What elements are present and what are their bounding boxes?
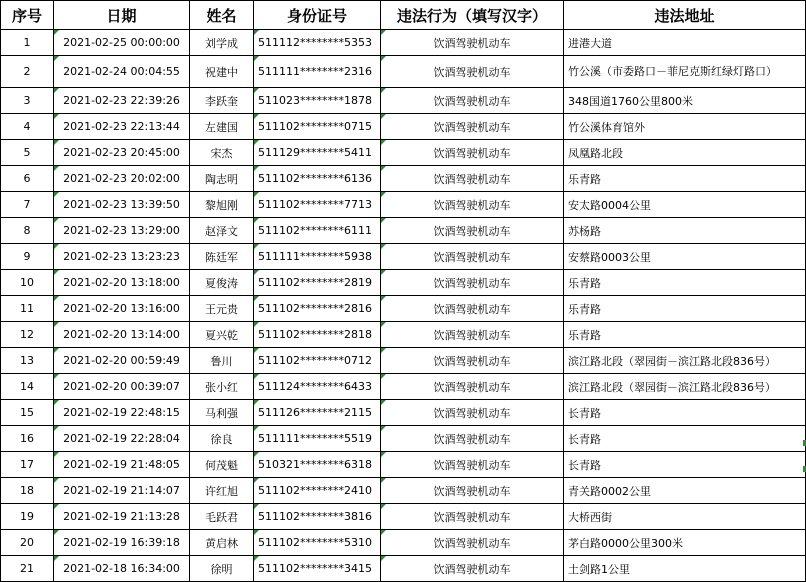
cell-loc[interactable]: 安太路0004公里: [564, 192, 806, 218]
header-row: [1, 1, 806, 30]
cell-date[interactable]: 2021-02-25 00:00:00: [54, 30, 190, 56]
table-row[interactable]: [1, 348, 806, 374]
header-id: 身份证号: [254, 1, 381, 30]
cell-name[interactable]: 何茂魁: [190, 452, 254, 478]
cell-seq[interactable]: 4: [1, 114, 54, 140]
cell-name[interactable]: 陶志明: [190, 166, 254, 192]
cell-loc[interactable]: 竹公溪体育馆外: [564, 114, 806, 140]
cell-date[interactable]: 2021-02-20 13:16:00: [54, 296, 190, 322]
cell-id[interactable]: 511102********2818: [254, 322, 381, 348]
cell-id[interactable]: 511126********2115: [254, 400, 381, 426]
cell-act[interactable]: 饮酒驾驶机动车: [381, 56, 564, 88]
cell-loc[interactable]: 滨江路北段（翠园街－滨江路北段836号）: [564, 374, 806, 400]
cell-loc[interactable]: 长青路: [564, 452, 806, 478]
cell-date[interactable]: 2021-02-23 13:23:23: [54, 244, 190, 270]
cell-id[interactable]: 511112********5353: [254, 30, 381, 56]
cell-seq[interactable]: 14: [1, 374, 54, 400]
cell-loc[interactable]: 大桥西街: [564, 504, 806, 530]
table-row[interactable]: [1, 140, 806, 166]
cell-date[interactable]: 2021-02-19 21:14:07: [54, 478, 190, 504]
cell-id[interactable]: 511102********6111: [254, 218, 381, 244]
cell-seq[interactable]: 3: [1, 88, 54, 114]
cell-act[interactable]: 饮酒驾驶机动车: [381, 374, 564, 400]
cell-seq[interactable]: 19: [1, 504, 54, 530]
table-row[interactable]: [1, 88, 806, 114]
cell-id[interactable]: 511102********5310: [254, 530, 381, 556]
cell-act[interactable]: 饮酒驾驶机动车: [381, 166, 564, 192]
cell-seq[interactable]: 12: [1, 322, 54, 348]
table-row[interactable]: [1, 114, 806, 140]
table-row[interactable]: [1, 296, 806, 322]
cell-act[interactable]: 饮酒驾驶机动车: [381, 426, 564, 452]
cell-seq[interactable]: 10: [1, 270, 54, 296]
cell-name[interactable]: 徐良: [190, 426, 254, 452]
cell-seq[interactable]: 11: [1, 296, 54, 322]
cell-name[interactable]: 刘学成: [190, 30, 254, 56]
cell-seq[interactable]: 8: [1, 218, 54, 244]
cell-loc[interactable]: 凤凰路北段: [564, 140, 806, 166]
table-row[interactable]: [1, 426, 806, 452]
cell-loc[interactable]: 进港大道: [564, 30, 806, 56]
cell-loc[interactable]: 苏杨路: [564, 218, 806, 244]
cell-date[interactable]: 2021-02-23 20:45:00: [54, 140, 190, 166]
cell-loc[interactable]: 长青路: [564, 426, 806, 452]
cell-name[interactable]: 左建国: [190, 114, 254, 140]
cell-act[interactable]: 饮酒驾驶机动车: [381, 270, 564, 296]
cell-seq[interactable]: 17: [1, 452, 54, 478]
header-loc: 违法地址: [564, 1, 806, 30]
cell-id[interactable]: 511124********6433: [254, 374, 381, 400]
cell-id[interactable]: 511102********2410: [254, 478, 381, 504]
cell-loc[interactable]: 348国道1760公里800米: [564, 88, 806, 114]
cell-name[interactable]: 宋杰: [190, 140, 254, 166]
cell-seq[interactable]: 21: [1, 556, 54, 582]
cell-date[interactable]: 2021-02-18 16:34:00: [54, 556, 190, 582]
cell-date[interactable]: 2021-02-20 00:59:49: [54, 348, 190, 374]
cell-date[interactable]: 2021-02-20 13:18:00: [54, 270, 190, 296]
cell-seq[interactable]: 15: [1, 400, 54, 426]
cell-date[interactable]: 2021-02-19 16:39:18: [54, 530, 190, 556]
cell-loc[interactable]: 滨江路北段（翠园街－滨江路北段836号）: [564, 348, 806, 374]
header-date: 日期: [54, 1, 190, 30]
cell-act[interactable]: 饮酒驾驶机动车: [381, 530, 564, 556]
header-seq: 序号: [1, 1, 54, 30]
cell-id[interactable]: 511111********5519: [254, 426, 381, 452]
cell-id[interactable]: 511129********5411: [254, 140, 381, 166]
cell-act[interactable]: 饮酒驾驶机动车: [381, 296, 564, 322]
cell-act[interactable]: 饮酒驾驶机动车: [381, 504, 564, 530]
cell-id[interactable]: 511023********1878: [254, 88, 381, 114]
cell-act[interactable]: 饮酒驾驶机动车: [381, 556, 564, 582]
cell-seq[interactable]: 16: [1, 426, 54, 452]
table-row[interactable]: [1, 400, 806, 426]
table-row[interactable]: [1, 530, 806, 556]
header-act: 违法行为（填写汉字）: [381, 1, 564, 30]
cell-name[interactable]: 黎旭刚: [190, 192, 254, 218]
cell-date[interactable]: 2021-02-23 20:02:00: [54, 166, 190, 192]
table-row[interactable]: [1, 374, 806, 400]
cell-loc[interactable]: 竹公溪（市委路口－菲尼克斯红绿灯路口）: [564, 56, 806, 88]
cell-id[interactable]: 511102********3816: [254, 504, 381, 530]
cell-act[interactable]: 饮酒驾驶机动车: [381, 452, 564, 478]
cell-name[interactable]: 黄启林: [190, 530, 254, 556]
cell-loc[interactable]: 乐青路: [564, 322, 806, 348]
cell-seq[interactable]: 2: [1, 56, 54, 88]
cell-act[interactable]: 饮酒驾驶机动车: [381, 478, 564, 504]
cell-act[interactable]: 饮酒驾驶机动车: [381, 322, 564, 348]
cell-name[interactable]: 马利强: [190, 400, 254, 426]
table-row[interactable]: [1, 218, 806, 244]
cell-loc[interactable]: 青关路0002公里: [564, 478, 806, 504]
cell-name[interactable]: 徐明: [190, 556, 254, 582]
cell-id[interactable]: 511102********6136: [254, 166, 381, 192]
cell-id[interactable]: 511111********5938: [254, 244, 381, 270]
cell-seq[interactable]: 13: [1, 348, 54, 374]
cell-id[interactable]: 510321********6318: [254, 452, 381, 478]
cell-loc[interactable]: 安蔡路0003公里: [564, 244, 806, 270]
cell-id[interactable]: 511102********0715: [254, 114, 381, 140]
cell-loc[interactable]: 土剑路1公里: [564, 556, 806, 582]
table-row[interactable]: [1, 452, 806, 478]
cell-loc[interactable]: 乐青路: [564, 166, 806, 192]
cell-name[interactable]: 王元贵: [190, 296, 254, 322]
cell-id[interactable]: 511102********2819: [254, 270, 381, 296]
cell-loc[interactable]: 乐青路: [564, 296, 806, 322]
cell-act[interactable]: 饮酒驾驶机动车: [381, 114, 564, 140]
cell-loc[interactable]: 乐青路: [564, 270, 806, 296]
cell-id[interactable]: 511111********2316: [254, 56, 381, 88]
cell-seq[interactable]: 20: [1, 530, 54, 556]
cell-seq[interactable]: 7: [1, 192, 54, 218]
cell-loc[interactable]: 茅白路0000公里300米: [564, 530, 806, 556]
cell-act[interactable]: 饮酒驾驶机动车: [381, 30, 564, 56]
cell-date[interactable]: 2021-02-24 00:04:55: [54, 56, 190, 88]
cell-name[interactable]: 陈廷军: [190, 244, 254, 270]
table-row[interactable]: [1, 244, 806, 270]
cell-seq[interactable]: 9: [1, 244, 54, 270]
table-row[interactable]: [1, 166, 806, 192]
cell-name[interactable]: 赵泽文: [190, 218, 254, 244]
cell-date[interactable]: 2021-02-23 22:13:44: [54, 114, 190, 140]
cell-name[interactable]: 夏兴乾: [190, 322, 254, 348]
cell-name[interactable]: 夏俊涛: [190, 270, 254, 296]
cell-seq[interactable]: 18: [1, 478, 54, 504]
cell-seq[interactable]: 1: [1, 30, 54, 56]
cell-date[interactable]: 2021-02-19 21:13:28: [54, 504, 190, 530]
cell-date[interactable]: 2021-02-23 13:29:00: [54, 218, 190, 244]
cell-date[interactable]: 2021-02-19 22:28:04: [54, 426, 190, 452]
table-row[interactable]: [1, 270, 806, 296]
cell-act[interactable]: 饮酒驾驶机动车: [381, 88, 564, 114]
table-row[interactable]: [1, 504, 806, 530]
cell-date[interactable]: 2021-02-20 00:39:07: [54, 374, 190, 400]
cell-date[interactable]: 2021-02-19 21:48:05: [54, 452, 190, 478]
cell-date[interactable]: 2021-02-20 13:14:00: [54, 322, 190, 348]
cell-name[interactable]: 祝建中: [190, 56, 254, 88]
cell-date[interactable]: 2021-02-23 13:39:50: [54, 192, 190, 218]
cell-act[interactable]: 饮酒驾驶机动车: [381, 348, 564, 374]
cell-id[interactable]: 511102********2816: [254, 296, 381, 322]
header-name: 姓名: [190, 1, 254, 30]
cell-loc[interactable]: 长青路: [564, 400, 806, 426]
cell-id[interactable]: 511102********3415: [254, 556, 381, 582]
cell-date[interactable]: 2021-02-23 22:39:26: [54, 88, 190, 114]
cell-name[interactable]: 鲁川: [190, 348, 254, 374]
cell-act[interactable]: 饮酒驾驶机动车: [381, 218, 564, 244]
table-row[interactable]: [1, 322, 806, 348]
cell-act[interactable]: 饮酒驾驶机动车: [381, 400, 564, 426]
table-row[interactable]: [1, 556, 806, 582]
table-row[interactable]: [1, 192, 806, 218]
cell-name[interactable]: 张小红: [190, 374, 254, 400]
cell-date[interactable]: 2021-02-19 22:48:15: [54, 400, 190, 426]
cell-seq[interactable]: 5: [1, 140, 54, 166]
cell-id[interactable]: 511102********0712: [254, 348, 381, 374]
cell-name[interactable]: 李跃奎: [190, 88, 254, 114]
cell-name[interactable]: 毛跃君: [190, 504, 254, 530]
cell-act[interactable]: 饮酒驾驶机动车: [381, 244, 564, 270]
cell-id[interactable]: 511102********7713: [254, 192, 381, 218]
cell-name[interactable]: 许红旭: [190, 478, 254, 504]
cell-act[interactable]: 饮酒驾驶机动车: [381, 192, 564, 218]
cell-act[interactable]: 饮酒驾驶机动车: [381, 140, 564, 166]
table-row[interactable]: [1, 478, 806, 504]
cell-seq[interactable]: 6: [1, 166, 54, 192]
table-row[interactable]: [1, 56, 806, 88]
table-row[interactable]: [1, 30, 806, 56]
